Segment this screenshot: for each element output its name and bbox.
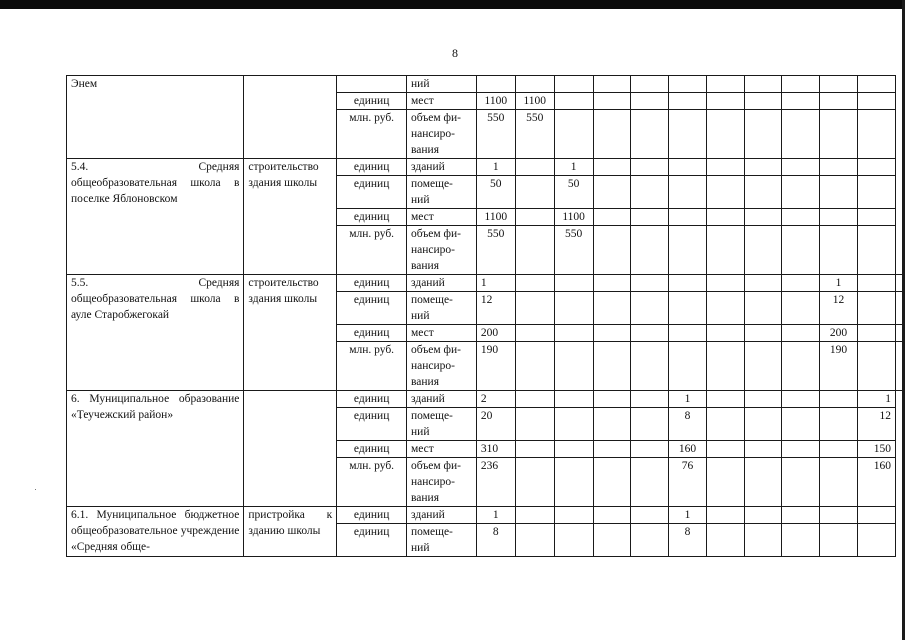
value-cell	[782, 209, 820, 226]
unit-cell: единиц	[337, 159, 407, 176]
value-cell	[706, 226, 744, 275]
value-cell: 1	[476, 275, 515, 292]
indicator-cell: зданий	[407, 507, 477, 524]
value-cell	[896, 275, 905, 292]
table-row	[67, 275, 905, 292]
value-cell	[706, 458, 744, 507]
value-cell	[820, 391, 858, 408]
value-cell	[593, 176, 631, 209]
value-cell	[554, 292, 593, 325]
value-cell	[857, 524, 895, 557]
value-cell	[554, 325, 593, 342]
value-cell: 150	[857, 441, 895, 458]
value-cell: 12	[476, 292, 515, 325]
value-cell	[593, 159, 631, 176]
value-cell	[744, 159, 782, 176]
unit-cell: млн. руб.	[337, 226, 407, 275]
value-cell: 550	[515, 110, 554, 159]
value-cell	[669, 292, 707, 325]
value-cell	[554, 458, 593, 507]
value-cell: 1100	[476, 209, 515, 226]
value-cell	[782, 76, 820, 93]
unit-cell: единиц	[337, 524, 407, 557]
value-cell: 8	[669, 524, 707, 557]
value-cell	[631, 441, 669, 458]
indicator-cell	[407, 176, 477, 209]
value-cell	[631, 176, 669, 209]
value-cell	[669, 275, 707, 292]
unit-cell: единиц	[337, 441, 407, 458]
work-type-cell: строительство здания школы	[244, 275, 337, 391]
value-cell	[744, 391, 782, 408]
indicator-line: вания	[411, 376, 439, 388]
work-type-cell	[244, 391, 337, 507]
value-cell	[593, 226, 631, 275]
value-cell	[857, 325, 895, 342]
unit-cell: единиц	[337, 209, 407, 226]
value-cell	[706, 159, 744, 176]
value-cell	[669, 226, 707, 275]
table-row	[67, 507, 905, 524]
value-cell	[515, 342, 554, 391]
indicator-line: нансиро-	[411, 360, 456, 372]
indicator-cell	[407, 524, 477, 557]
indicator-line: ний	[411, 426, 430, 438]
value-cell	[593, 458, 631, 507]
value-cell	[631, 76, 669, 93]
value-cell	[820, 76, 858, 93]
value-cell: 50	[476, 176, 515, 209]
table-row	[67, 391, 905, 408]
value-cell	[669, 325, 707, 342]
value-cell: 12	[857, 408, 895, 441]
value-cell: 8	[669, 408, 707, 441]
indicator-line: вания	[411, 492, 439, 504]
value-cell	[744, 458, 782, 507]
unit-cell: единиц	[337, 176, 407, 209]
value-cell	[857, 292, 895, 325]
value-cell	[857, 93, 895, 110]
value-cell	[820, 93, 858, 110]
value-cell: 20	[476, 408, 515, 441]
value-cell: 12	[820, 292, 858, 325]
value-cell	[554, 391, 593, 408]
indicator-line: объем фи-	[411, 460, 461, 472]
value-cell	[744, 507, 782, 524]
value-cell	[857, 176, 895, 209]
indicator-line: объем фи-	[411, 344, 461, 356]
indicator-line: вания	[411, 144, 439, 156]
value-cell	[782, 408, 820, 441]
value-cell	[706, 76, 744, 93]
value-cell: 8	[476, 524, 515, 557]
value-cell	[744, 275, 782, 292]
value-cell: 200	[476, 325, 515, 342]
value-cell	[744, 209, 782, 226]
value-cell: 550	[476, 226, 515, 275]
indicator-cell: мест	[407, 93, 477, 110]
value-cell	[593, 507, 631, 524]
indicator-line: объем фи-	[411, 228, 461, 240]
unit-cell: млн. руб.	[337, 110, 407, 159]
object-name-cell: 5.5. Средняя общеобразовательная школа в ауле Старобжегокай	[67, 275, 244, 391]
value-cell: 236	[476, 458, 515, 507]
value-cell	[706, 93, 744, 110]
value-cell	[782, 93, 820, 110]
value-cell	[706, 507, 744, 524]
value-cell	[631, 209, 669, 226]
value-cell	[782, 342, 820, 391]
value-cell	[820, 408, 858, 441]
object-name-cell: 5.4. Средняя общеобразовательная школа в поселке Яблоновском	[67, 159, 244, 275]
value-cell	[554, 76, 593, 93]
value-cell	[706, 441, 744, 458]
value-cell	[669, 159, 707, 176]
value-cell	[554, 275, 593, 292]
value-cell	[744, 325, 782, 342]
value-cell: 76	[669, 458, 707, 507]
value-cell	[782, 391, 820, 408]
value-cell: 1100	[554, 209, 593, 226]
value-cell	[631, 524, 669, 557]
value-cell	[515, 292, 554, 325]
value-cell	[593, 292, 631, 325]
value-cell	[820, 524, 858, 557]
value-cell	[631, 325, 669, 342]
unit-cell	[337, 76, 407, 93]
value-cell	[593, 209, 631, 226]
value-cell	[782, 507, 820, 524]
value-cell	[782, 226, 820, 275]
value-cell	[857, 110, 895, 159]
indicator-cell: зданий	[407, 159, 477, 176]
value-cell	[782, 292, 820, 325]
value-cell	[515, 441, 554, 458]
table-row	[67, 159, 905, 176]
indicator-line: помеще-	[411, 294, 453, 306]
value-cell	[820, 441, 858, 458]
value-cell	[593, 441, 631, 458]
table-row	[67, 76, 905, 93]
value-cell	[515, 408, 554, 441]
value-cell	[669, 176, 707, 209]
program-table	[66, 75, 905, 557]
value-cell	[857, 159, 895, 176]
value-cell	[593, 76, 631, 93]
value-cell	[857, 342, 895, 391]
value-cell	[669, 110, 707, 159]
value-cell	[593, 110, 631, 159]
value-cell	[744, 93, 782, 110]
value-cell	[554, 441, 593, 458]
unit-cell: единиц	[337, 93, 407, 110]
indicator-cell: мест	[407, 441, 477, 458]
value-cell: 50	[554, 176, 593, 209]
unit-cell: единиц	[337, 507, 407, 524]
value-cell	[744, 176, 782, 209]
value-cell	[515, 325, 554, 342]
indicator-cell: зданий	[407, 391, 477, 408]
unit-cell: единиц	[337, 391, 407, 408]
value-cell: 1	[669, 391, 707, 408]
value-cell	[593, 93, 631, 110]
value-cell	[515, 391, 554, 408]
value-cell	[820, 209, 858, 226]
indicator-cell	[407, 110, 477, 159]
value-cell	[706, 325, 744, 342]
value-cell	[554, 110, 593, 159]
value-cell	[515, 176, 554, 209]
value-cell	[554, 93, 593, 110]
indicator-cell: мест	[407, 209, 477, 226]
value-cell	[782, 524, 820, 557]
value-cell	[631, 110, 669, 159]
value-cell: 1	[476, 507, 515, 524]
value-cell	[820, 458, 858, 507]
value-cell	[782, 159, 820, 176]
value-cell	[706, 209, 744, 226]
value-cell	[706, 391, 744, 408]
unit-cell: единиц	[337, 292, 407, 325]
value-cell	[744, 524, 782, 557]
indicator-cell	[407, 342, 477, 391]
value-cell: 1	[820, 275, 858, 292]
value-cell	[593, 275, 631, 292]
value-cell	[706, 408, 744, 441]
value-cell	[669, 342, 707, 391]
value-cell	[744, 342, 782, 391]
value-cell	[593, 325, 631, 342]
value-cell	[744, 292, 782, 325]
value-cell	[631, 292, 669, 325]
value-cell	[593, 524, 631, 557]
value-cell: 1	[669, 507, 707, 524]
value-cell: 190	[820, 342, 858, 391]
value-cell	[820, 176, 858, 209]
value-cell	[782, 325, 820, 342]
value-cell	[744, 226, 782, 275]
value-cell: 550	[476, 110, 515, 159]
value-cell	[744, 76, 782, 93]
indicator-line: нансиро-	[411, 128, 456, 140]
indicator-line: помеще-	[411, 178, 453, 190]
value-cell	[706, 176, 744, 209]
value-cell	[593, 391, 631, 408]
value-cell: 1	[476, 159, 515, 176]
indicator-cell	[407, 226, 477, 275]
value-cell: 160	[669, 441, 707, 458]
value-cell	[782, 110, 820, 159]
value-cell	[631, 275, 669, 292]
object-name-cell: Энем	[67, 76, 244, 159]
value-cell	[706, 524, 744, 557]
value-cell	[631, 226, 669, 275]
indicator-line: ний	[411, 310, 430, 322]
work-type-cell	[244, 76, 337, 159]
value-cell	[515, 507, 554, 524]
value-cell	[476, 76, 515, 93]
work-type-cell: строительство здания школы	[244, 159, 337, 275]
value-cell	[857, 209, 895, 226]
value-cell	[669, 209, 707, 226]
value-cell	[706, 292, 744, 325]
value-cell: 2	[476, 391, 515, 408]
value-cell	[857, 76, 895, 93]
value-cell	[554, 408, 593, 441]
value-cell	[631, 507, 669, 524]
value-cell: 1100	[476, 93, 515, 110]
value-cell	[820, 159, 858, 176]
indicator-cell	[407, 292, 477, 325]
page-number: 8	[452, 46, 458, 60]
object-name-cell: 6.1. Муниципальное бюджетное общеобразовательное учреждение «Средняя обще-	[67, 507, 244, 557]
value-cell	[706, 342, 744, 391]
value-cell	[820, 507, 858, 524]
value-cell: 1100	[515, 93, 554, 110]
value-cell	[782, 441, 820, 458]
value-cell	[631, 342, 669, 391]
value-cell	[631, 93, 669, 110]
value-cell: 550	[554, 226, 593, 275]
value-cell: 1	[554, 159, 593, 176]
indicator-line: ний	[411, 194, 430, 206]
indicator-line: помеще-	[411, 526, 453, 538]
value-cell: 310	[476, 441, 515, 458]
value-cell	[515, 458, 554, 507]
value-cell	[744, 110, 782, 159]
value-cell	[515, 524, 554, 557]
value-cell	[554, 507, 593, 524]
value-cell	[593, 408, 631, 441]
value-cell	[896, 342, 905, 391]
value-cell	[744, 408, 782, 441]
scan-speck	[35, 489, 36, 490]
value-cell	[857, 275, 895, 292]
value-cell: 200	[820, 325, 858, 342]
value-cell	[820, 110, 858, 159]
unit-cell: единиц	[337, 325, 407, 342]
value-cell	[896, 325, 905, 342]
value-cell: 1	[857, 391, 895, 408]
value-cell	[593, 342, 631, 391]
value-cell	[706, 275, 744, 292]
value-cell	[631, 458, 669, 507]
value-cell	[515, 275, 554, 292]
value-cell	[669, 76, 707, 93]
indicator-cell	[407, 408, 477, 441]
value-cell	[744, 441, 782, 458]
indicator-cell: ний	[407, 76, 477, 93]
value-cell	[554, 524, 593, 557]
indicator-line: вания	[411, 260, 439, 272]
unit-cell: единиц	[337, 408, 407, 441]
value-cell	[857, 507, 895, 524]
value-cell	[820, 226, 858, 275]
indicator-line: нансиро-	[411, 244, 456, 256]
value-cell	[515, 76, 554, 93]
unit-cell: млн. руб.	[337, 458, 407, 507]
value-cell	[631, 159, 669, 176]
indicator-cell: мест	[407, 325, 477, 342]
value-cell	[782, 275, 820, 292]
indicator-line: нансиро-	[411, 476, 456, 488]
value-cell	[631, 408, 669, 441]
value-cell	[782, 176, 820, 209]
unit-cell: млн. руб.	[337, 342, 407, 391]
value-cell	[515, 159, 554, 176]
value-cell	[782, 458, 820, 507]
value-cell	[857, 226, 895, 275]
indicator-line: помеще-	[411, 410, 453, 422]
value-cell: 160	[857, 458, 895, 507]
indicator-line: объем фи-	[411, 112, 461, 124]
value-cell	[631, 391, 669, 408]
value-cell	[706, 110, 744, 159]
value-cell	[669, 93, 707, 110]
value-cell	[515, 226, 554, 275]
value-cell: 190	[476, 342, 515, 391]
value-cell	[515, 209, 554, 226]
scan-edge-top	[0, 0, 905, 9]
value-cell	[554, 342, 593, 391]
indicator-cell: зданий	[407, 275, 477, 292]
work-type-cell: пристройка к зданию школы	[244, 507, 337, 557]
unit-cell: единиц	[337, 275, 407, 292]
value-cell	[896, 292, 905, 325]
indicator-cell	[407, 458, 477, 507]
object-name-cell: 6. Муниципальное образование «Теучежский район»	[67, 391, 244, 507]
indicator-line: ний	[411, 542, 430, 554]
